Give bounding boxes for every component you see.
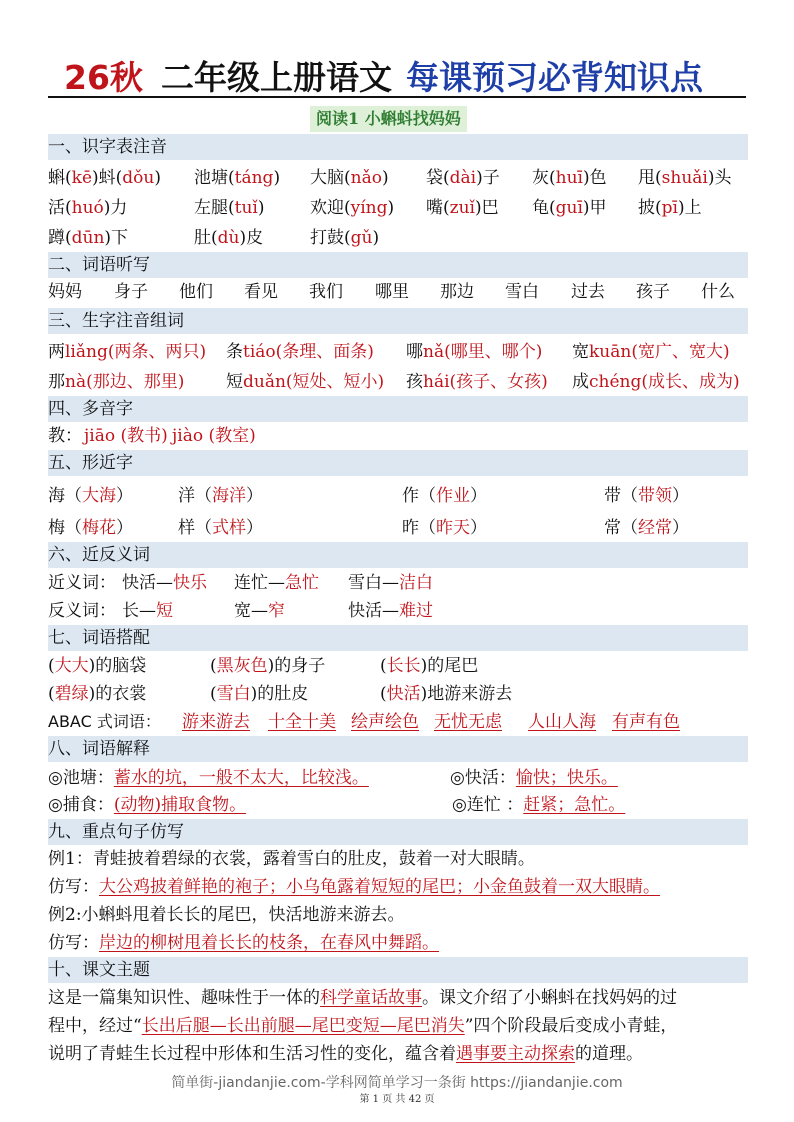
s9-fx-label: 仿写： — [48, 877, 99, 897]
s3-char: 两 — [48, 342, 65, 362]
section-2-heading: 二、词语听写 — [48, 252, 748, 278]
s3-item — [406, 338, 542, 366]
s5-answer: 昨天 — [436, 518, 470, 538]
s1-item: 欢迎(yíng) — [310, 198, 395, 218]
s10-text: 说明了青蛙生长过程中形体和生活习性的变化，蕴含着 — [48, 1044, 456, 1064]
s7-paren: ( — [210, 684, 217, 704]
dictation-word: 他们 — [179, 282, 213, 302]
s5-item — [402, 514, 487, 542]
s5-answer: 作业 — [436, 486, 470, 506]
s7-answer: 长长 — [386, 656, 421, 676]
section-9-heading: 九、重点句子仿写 — [48, 819, 748, 845]
s3-answer: nà(那边、那里) — [65, 372, 185, 392]
s7-phrase — [210, 652, 325, 680]
s8-row-1 — [48, 764, 748, 792]
s3-answer: hái(孩子、女孩) — [423, 372, 548, 392]
s9-fx-label: 仿写： — [48, 933, 99, 953]
s5-paren: ） — [116, 518, 133, 538]
s1-item: 灰(huī)色 — [532, 168, 607, 188]
s9-example-1: 例1：青蛙披着碧绿的衣裳，露着雪白的肚皮，鼓着一对大眼睛。 — [48, 849, 535, 869]
s5-row-2 — [48, 514, 748, 542]
s1-item: 池塘(táng) — [194, 168, 281, 188]
s9-imitation-2 — [48, 929, 748, 957]
s9-fx-text: 岸边的柳树甩着长长的枝条，在春风中舞蹈。 — [99, 933, 439, 953]
section-3-heading: 三、生字注音组词 — [48, 308, 748, 334]
dictation-word: 哪里 — [375, 282, 409, 302]
s3-answer: kuān(宽广、宽大) — [589, 342, 730, 362]
s1-item: 大脑(nǎo) — [310, 168, 389, 188]
s5-char: 昨（ — [402, 518, 436, 538]
lesson-title: 阅读1 小蝌蚪找妈妈 — [310, 106, 467, 132]
s10-line-2 — [48, 1012, 748, 1040]
s6-pair — [348, 569, 433, 597]
s5-paren: ） — [470, 486, 487, 506]
s6-pair — [234, 569, 319, 597]
dictation-word: 雪白 — [505, 282, 539, 302]
s3-char: 宽 — [572, 342, 589, 362]
s10-text: 的道理。 — [575, 1044, 643, 1064]
s7-answer: 碧绿 — [54, 684, 89, 704]
s6-ant-label: 反义词： — [48, 601, 116, 621]
s7-paren: ( — [210, 656, 217, 676]
s3-answer: tiáo(条理、面条) — [243, 342, 374, 362]
s6-pair — [348, 597, 433, 625]
s10-key: 遇事要主动探索 — [456, 1044, 575, 1064]
s3-item — [572, 338, 730, 366]
s9-example-2: 例2:小蝌蚪甩着长长的尾巴，快活地游来游去。 — [48, 905, 405, 925]
s1-row-2 — [48, 194, 748, 222]
s7-answer: 快活 — [386, 684, 421, 704]
s10-key: 科学童话故事 — [320, 988, 422, 1008]
s5-answer: 大海 — [82, 486, 116, 506]
dictation-word: 过去 — [571, 282, 605, 302]
s7-phrase — [380, 652, 478, 680]
footer-site: 简单街-jiandanjie.com-学科网简单学习一条街 https://jiandanjie.com — [171, 1075, 623, 1091]
s7-phrase — [48, 680, 146, 708]
s8-term — [452, 791, 625, 819]
s3-item — [48, 338, 206, 366]
s3-row-2 — [48, 368, 748, 396]
s1-item: 披(pī)上 — [638, 198, 702, 218]
s10-line-1 — [48, 984, 748, 1012]
s8-label: ◎连忙 ： — [452, 795, 524, 815]
s1-item: 蝌(kē)蚪(dǒu) — [48, 168, 161, 188]
s5-item — [604, 514, 689, 542]
s7-phrase — [48, 652, 146, 680]
s5-answer: 梅花 — [82, 518, 116, 538]
s7-row-1 — [48, 652, 748, 680]
page-title — [48, 52, 746, 98]
s10-text: 这是一篇集知识性、趣味性于一体的 — [48, 988, 320, 1008]
s6-word: 宽— — [234, 601, 268, 621]
section-4-heading: 四、多音字 — [48, 396, 748, 422]
s3-item — [572, 368, 740, 396]
s6-answer: 快乐 — [173, 573, 207, 593]
s8-label: ◎快活： — [450, 768, 516, 788]
s6-word: 快活— — [122, 573, 173, 593]
s3-char: 那 — [48, 372, 65, 392]
s1-row-3 — [48, 224, 748, 252]
s6-answer: 窄 — [268, 601, 285, 621]
abac-word: 绘声绘色 — [351, 712, 419, 732]
s5-item — [604, 482, 689, 510]
s3-item — [48, 368, 184, 396]
s1-item: 肚(dù)皮 — [194, 228, 264, 248]
s5-item — [178, 514, 263, 542]
s7-answer: 大大 — [54, 656, 89, 676]
dictation-word: 什么 — [701, 282, 735, 302]
s6-pair — [122, 569, 207, 597]
section-1-heading: 一、识字表注音 — [48, 134, 748, 160]
title-year: 26秋 — [64, 58, 143, 97]
s8-label: ◎池塘： — [48, 768, 114, 788]
dictation-word: 身子 — [114, 282, 148, 302]
s5-item — [178, 482, 263, 510]
s7-paren: ( — [380, 656, 387, 676]
s3-answer: nǎ(哪里、哪个) — [423, 342, 543, 362]
s5-item — [48, 482, 133, 510]
s6-synonyms — [48, 569, 748, 597]
s7-noun: )的衣裳 — [88, 684, 147, 704]
s7-answer: 黑灰色 — [216, 656, 268, 676]
s7-row-2 — [48, 680, 748, 708]
s3-answer: liǎng(两条、两只) — [65, 342, 207, 362]
s5-paren: ） — [246, 486, 263, 506]
dictation-word: 我们 — [309, 282, 343, 302]
s7-noun: )的脑袋 — [88, 656, 147, 676]
s3-item — [226, 368, 384, 396]
s3-char: 条 — [226, 342, 243, 362]
s6-pair — [234, 597, 285, 625]
dictation-word: 看见 — [244, 282, 278, 302]
s10-line-3 — [48, 1040, 748, 1068]
s1-item: 嘴(zuǐ)巴 — [426, 198, 499, 218]
section-7-heading: 七、词语搭配 — [48, 625, 748, 651]
s7-noun: )地游来游去 — [420, 684, 513, 704]
s6-word: 长— — [122, 601, 156, 621]
s10-text: ”四个阶段最后变成小青蛙， — [464, 1016, 678, 1036]
abac-label: ABAC 式词语： — [48, 712, 161, 731]
s7-noun: )的肚皮 — [250, 684, 309, 704]
s5-item — [48, 514, 133, 542]
s3-row-1 — [48, 338, 748, 366]
s2-word-row — [48, 278, 748, 306]
dictation-word: 妈妈 — [48, 282, 82, 302]
s8-definition: (动物)捕取食物。 — [113, 795, 247, 815]
s5-paren: ） — [672, 518, 689, 538]
abac-word: 人山人海 — [528, 712, 596, 732]
s6-pair — [122, 597, 173, 625]
s10-text: 。课文介绍了小蝌蚪在找妈妈的过 — [422, 988, 677, 1008]
s3-item — [226, 338, 374, 366]
s5-item — [402, 482, 487, 510]
s5-answer: 式样 — [212, 518, 246, 538]
s4-reading-a: jiāo (教书) — [84, 426, 168, 446]
title-theme: 每课预习必背知识点 — [405, 58, 703, 97]
s3-char: 短 — [226, 372, 243, 392]
s5-paren: ） — [116, 486, 133, 506]
section-10-heading: 十、课文主题 — [48, 957, 748, 983]
s7-phrase — [380, 680, 512, 708]
s7-noun: )的身子 — [267, 656, 326, 676]
s1-item: 左腿(tuǐ) — [194, 198, 265, 218]
s5-answer: 经常 — [638, 518, 672, 538]
s8-term — [48, 764, 369, 792]
s1-item: 袋(dài)子 — [426, 168, 500, 188]
s5-char: 海（ — [48, 486, 82, 506]
s3-char: 成 — [572, 372, 589, 392]
s3-answer: duǎn(短处、短小) — [243, 372, 385, 392]
s5-answer: 海洋 — [212, 486, 246, 506]
s7-abac-row — [48, 708, 748, 736]
s8-label: ◎捕食： — [48, 795, 114, 815]
s8-definition: 赶紧；急忙。 — [523, 795, 626, 815]
s5-char: 常（ — [604, 518, 638, 538]
s6-antonyms — [48, 597, 748, 625]
s7-answer: 雪白 — [216, 684, 251, 704]
s5-paren: ） — [246, 518, 263, 538]
s9-fx-text: 大公鸡披着鲜艳的袍子；小乌龟露着短短的尾巴；小金鱼鼓着一双大眼睛。 — [99, 877, 660, 897]
s7-noun: )的尾巴 — [420, 656, 479, 676]
s5-row-1 — [48, 482, 748, 510]
s7-paren: ( — [380, 684, 387, 704]
s6-answer: 难过 — [399, 601, 433, 621]
s6-word: 雪白— — [348, 573, 399, 593]
s5-paren: ） — [672, 486, 689, 506]
s5-char: 梅（ — [48, 518, 82, 538]
dictation-word: 孩子 — [636, 282, 670, 302]
s5-char: 带（ — [604, 486, 638, 506]
s1-row-1 — [48, 164, 748, 192]
s5-char: 作（ — [402, 486, 436, 506]
s1-item: 活(huó)力 — [48, 198, 128, 218]
s6-word: 快活— — [348, 601, 399, 621]
title-grade: 二年级上册语文 — [160, 58, 392, 97]
s6-word: 连忙— — [234, 573, 285, 593]
s4-row — [48, 422, 748, 450]
footer-page: 第 1 页 共 42 页 — [359, 1094, 435, 1105]
s6-answer: 短 — [156, 601, 173, 621]
s8-definition: 愉快；快乐。 — [515, 768, 618, 788]
s4-reading-b: jiào (教室) — [172, 426, 256, 446]
s6-syn-label: 近义词： — [48, 573, 116, 593]
s3-char: 孩 — [406, 372, 423, 392]
s3-char: 哪 — [406, 342, 423, 362]
s5-answer: 带领 — [638, 486, 672, 506]
s8-row-2 — [48, 791, 748, 819]
section-6-heading: 六、近反义词 — [48, 542, 748, 568]
s10-key: 长出后腿—长出前腿—尾巴变短—尾巴消失 — [141, 1016, 465, 1036]
abac-word: 游来游去 — [182, 712, 250, 732]
dictation-word: 那边 — [440, 282, 474, 302]
abac-word: 十全十美 — [268, 712, 336, 732]
s8-definition: 蓄水的坑，一般不太大，比较浅。 — [113, 768, 369, 788]
s1-item: 打鼓(gǔ) — [310, 228, 380, 248]
s3-answer: chéng(成长、成为) — [589, 372, 740, 392]
s5-char: 样（ — [178, 518, 212, 538]
section-5-heading: 五、形近字 — [48, 450, 748, 476]
s6-answer: 洁白 — [399, 573, 433, 593]
s7-paren: ( — [48, 684, 55, 704]
s6-answer: 急忙 — [285, 573, 319, 593]
s3-item — [406, 368, 548, 396]
s1-item: 蹲(dūn)下 — [48, 228, 129, 248]
abac-word: 有声有色 — [612, 712, 680, 732]
s1-item: 龟(guī)甲 — [532, 198, 607, 218]
s1-item: 甩(shuǎi)头 — [638, 168, 732, 188]
s8-term — [48, 791, 246, 819]
s7-paren: ( — [48, 656, 55, 676]
section-8-heading: 八、词语解释 — [48, 736, 748, 762]
s5-paren: ） — [470, 518, 487, 538]
abac-word: 无忧无虑 — [434, 712, 502, 732]
s9-imitation-1 — [48, 873, 748, 901]
s7-phrase — [210, 680, 308, 708]
s10-text: 程中，经过“ — [48, 1016, 142, 1036]
s8-term — [450, 764, 618, 792]
s4-label: 教： — [48, 426, 82, 446]
s5-char: 洋（ — [178, 486, 212, 506]
